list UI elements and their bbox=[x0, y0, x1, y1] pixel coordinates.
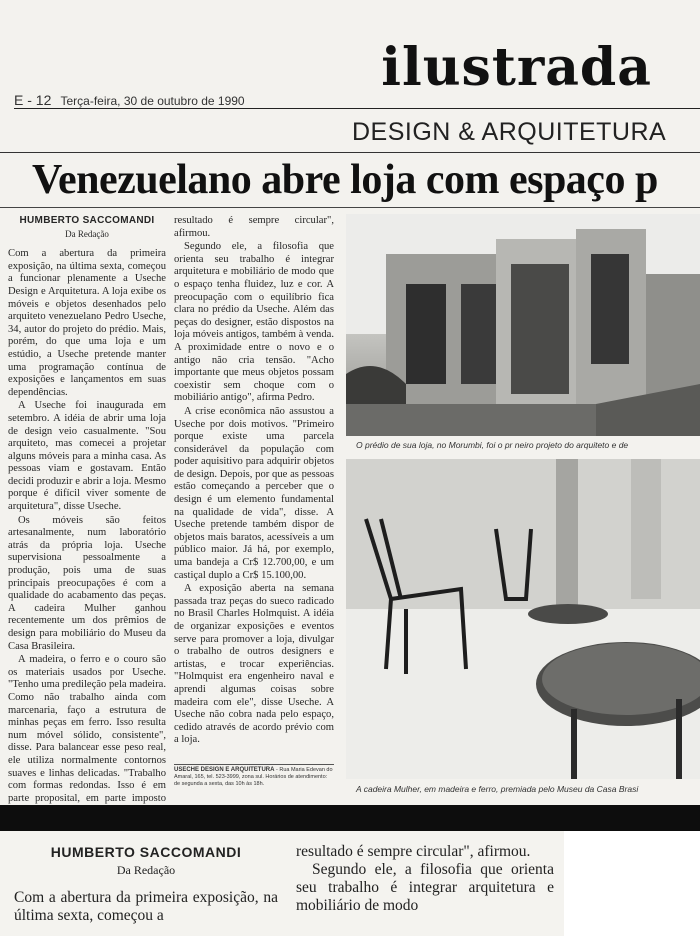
publication-date: Terça-feira, 30 de outubro de 1990 bbox=[60, 94, 245, 108]
zoom-paragraph: resultado é sempre circular", afirmou. bbox=[296, 843, 531, 860]
page-number: E - 12 bbox=[14, 92, 52, 108]
paragraph: A madeira, o ferro e o couro são os materiais usados por Useche. "Tenho uma predileção pela madeira. Como não trabalho ainda com marcenaria, faço a estrutura de minhas peças em ferro. Isso resulta num móvel sólido, consistente", disse. Para balancear esse peso real, ele utiliza normalmente contornos suaves e linhas delicadas. "Trabalho com formas redondas. Isso é em parte proposital, em parte imposto bbox=[8, 654, 167, 804]
section-title: DESIGN & ARQUITETURA bbox=[352, 118, 667, 146]
zoom-column-2 bbox=[296, 843, 554, 915]
photo-caption: A cadeira Mulher, em madeira e ferro, premiada pelo Museu da Casa Brasi bbox=[356, 784, 639, 794]
building-illustration bbox=[346, 214, 700, 436]
info-box bbox=[174, 764, 334, 788]
paragraph: Os móveis são feitos artesanalmente, num laboratório atrás da própria loja. Useche supervisiona pessoalmente a produção, pois uma de suas principais preocupações é com a qualidade do acabamento das peças. A cadeira Mulher ganhou recentemente um dos prêmios de design para mobiliário do Museu da Casa Brasileira. bbox=[8, 514, 166, 652]
paragraph: A crise econômica não assustou a Useche por dois motivos. "Primeiro porque existe uma parcela considerável da população com poder aquisitivo para adquirir objetos de design. Depois, por que as pessoas estão começando a perceber que o design é um elemento fundamental na qualidade de vida", disse. A Useche pretende também dispor de objetos mais baratos, acessíveis a um público maior. Já há, por exemplo, uma bandeja a Cr$ 12.700,00, e um castiçal duplo a Cr$ 15.100,00. bbox=[174, 405, 334, 581]
edition-line bbox=[14, 92, 245, 108]
building-photo bbox=[346, 214, 700, 436]
paragraph: resultado é sempre circular", afirmou. bbox=[174, 215, 334, 239]
chair-photo bbox=[346, 459, 700, 779]
article-column-2 bbox=[174, 215, 334, 767]
article-headline: Venezuelano abre loja com espaço p bbox=[32, 157, 658, 203]
paragraph: A Useche foi inaugurada em setembro. A idéia de abrir uma loja de design veio casualmente. "Sou arquiteto, mas comecei a projetar alguns móveis para a minha casa. As pessoas viam e gostavam. Então decidi produzir e abrir a loja. Mesmo porque é difícil viver somente de arquitetura", disse Useche. bbox=[8, 400, 166, 513]
black-separator-bar bbox=[0, 805, 700, 831]
paragraph: A exposição aberta na semana passada traz peças do sueco radicado no Brasil Charles Holmquist. A idéia de organizar exposições e eventos serve para promover a loja, divulgar o trabalho de outros designers e artistas, e trocar experiências. "Holmquist era engenheiro naval e aprendi algumas coisas sobre madeira com ele", disse Useche. A Useche não cobra nada pelo espaço, cedido através de acordo prévio com a loja. bbox=[174, 583, 334, 746]
zoom-paragraph: Segundo ele, a filosofia que orienta seu trabalho é integrar arquitetura e mobiliário de modo bbox=[296, 861, 554, 914]
paragraph: Com a abertura da primeira exposição, na última sexta, começou a funcionar plenamente a Useche Design e Arquitetura. A loja exibe os móveis e objetos desenhados pelo arquiteto venezuelano Pedro Useche, 34, autor do projeto do prédio. Mais, porém, do que uma loja e um estúdio, a Useche pretende manter uma programação contínua de exposições e lançamentos em suas dependências. bbox=[8, 248, 166, 398]
divider-rule bbox=[0, 207, 700, 208]
zoom-byline-department: Da Redação bbox=[116, 863, 176, 877]
zoomed-detail-panel bbox=[0, 831, 564, 936]
paragraph: Segundo ele, a filosofia que orienta seu trabalho é integrar arquitetura e mobiliário de modo que o espaço tenha fluidez, luz e cor. A preocupação com o equilíbrio fica clara no prédio da Useche. Além das peças do designer, estão dispostos na loja móveis antigos, também à venda. A proximidade entre o novo e o antigo não cria tensão. "Acho importante que meus objetos possam coexistir sem choque com o mobiliário antigo", afirma Pedro. bbox=[174, 241, 334, 404]
article-column-1 bbox=[8, 215, 167, 804]
zoom-paragraph: Com a abertura da primeira exposição, na última sexta, começou a bbox=[14, 889, 278, 924]
divider-rule bbox=[0, 152, 700, 153]
divider-rule bbox=[14, 108, 700, 109]
info-box-text: - Rua Maria Edevan do Amaral, 165, tel. 523-3999, zona sul. Horários de atendimento: de segunda a sexta, das 10h às 18h. bbox=[174, 767, 333, 787]
photo-caption: O prédio de sua loja, no Morumbi, foi o pr neiro projeto do arquiteto e de bbox=[356, 440, 629, 450]
zoom-column-1 bbox=[14, 843, 278, 925]
zoom-byline: HUMBERTO SACCOMANDI bbox=[50, 844, 242, 860]
byline: HUMBERTO SACCOMANDI bbox=[19, 215, 155, 226]
info-box-title: USECHE DESIGN E ARQUITETURA bbox=[174, 767, 275, 773]
chair-illustration bbox=[346, 459, 700, 779]
byline-department: Da Redação bbox=[65, 228, 109, 239]
masthead-title: ilustrada bbox=[381, 37, 652, 98]
